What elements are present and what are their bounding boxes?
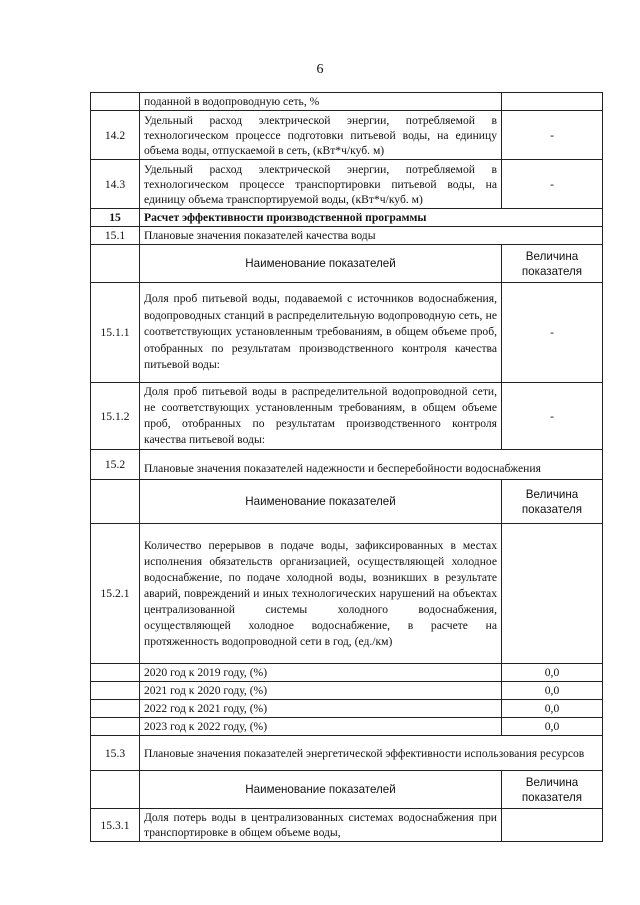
- table-row: [91, 383, 603, 450]
- table-row: [91, 809, 603, 842]
- year-row: [91, 700, 603, 718]
- column-header-row: [91, 245, 603, 283]
- row-value-cell: -: [502, 160, 603, 209]
- year-label-cell: 2022 год к 2021 году, (%): [140, 700, 502, 718]
- section-title-cell: Расчет эффективности производственной программы: [140, 209, 603, 227]
- subsection-title-cell: Плановые значения показателей энергетической эффективности использования ресурсов: [140, 736, 603, 771]
- row-number-cell: 15.1.2: [91, 383, 140, 450]
- row-number-cell: 15.2.1: [91, 524, 140, 664]
- row-text-cell: Удельный расход электрической энергии, потребляемой в технологическом процессе транспортировки питьевой воды, на единицу объема транспортируемой воды, (кВт*ч/куб. м): [140, 160, 502, 209]
- section-row: [91, 209, 603, 227]
- year-number-cell: [91, 682, 140, 700]
- subsection-row: [91, 450, 603, 480]
- year-row: [91, 718, 603, 736]
- year-number-cell: [91, 718, 140, 736]
- row-number-cell: 15.3.1: [91, 809, 140, 842]
- header-blank-cell: [91, 771, 140, 809]
- row-value-cell: -: [502, 111, 603, 160]
- year-row: [91, 682, 603, 700]
- section-number-cell: 15: [91, 209, 140, 227]
- row-text-cell: Удельный расход электрической энергии, потребляемой в технологическом процессе подготовки питьевой воды, на единицу объема воды, отпускаемой в сеть, (кВт*ч/куб. м): [140, 111, 502, 160]
- column-header-row: [91, 771, 603, 809]
- subsection-title-cell: Плановые значения показателей надежности и бесперебойности водоснабжения: [140, 450, 603, 480]
- row-value-cell: [502, 93, 603, 111]
- year-value-cell: 0,0: [502, 664, 603, 682]
- header-blank-cell: [91, 480, 140, 524]
- table-row: [91, 93, 603, 111]
- header-name-cell: Наименование показателей: [140, 771, 502, 809]
- subsection-row: [91, 227, 603, 245]
- row-number-cell: [91, 93, 140, 111]
- table-row: [91, 160, 603, 209]
- column-header-row: [91, 480, 603, 524]
- year-value-cell: 0,0: [502, 682, 603, 700]
- row-value-cell: -: [502, 383, 603, 450]
- header-name-cell: Наименование показателей: [140, 245, 502, 283]
- year-value-cell: 0,0: [502, 718, 603, 736]
- row-number-cell: 14.3: [91, 160, 140, 209]
- year-label-cell: 2023 год к 2022 году, (%): [140, 718, 502, 736]
- table-row: [91, 111, 603, 160]
- page-number: 6: [316, 62, 324, 77]
- header-value-cell: Величина показателя: [502, 245, 603, 283]
- header-name-cell: Наименование показателей: [140, 480, 502, 524]
- year-value-cell: 0,0: [502, 700, 603, 718]
- header-value-cell: Величина показателя: [502, 771, 603, 809]
- year-label-cell: 2020 год к 2019 году, (%): [140, 664, 502, 682]
- year-number-cell: [91, 700, 140, 718]
- indicators-table: [90, 92, 603, 842]
- subsection-number-cell: 15.2: [91, 450, 140, 480]
- year-number-cell: [91, 664, 140, 682]
- subsection-number-cell: 15.3: [91, 736, 140, 771]
- row-text-cell: Доля проб питьевой воды в распределительной водопроводной сети, не соответствующих установленным требованиям, в общем объеме проб, отобранных по результатам производственного контроля качества питьевой воды:: [140, 383, 502, 450]
- year-label-cell: 2021 год к 2020 году, (%): [140, 682, 502, 700]
- subsection-title-cell: Плановые значения показателей качества воды: [140, 227, 603, 245]
- row-text-cell: поданной в водопроводную сеть, %: [140, 93, 502, 111]
- row-text-cell: Доля проб питьевой воды, подаваемой с источников водоснабжения, водопроводных станций в распределительную водопроводную сеть, не соответствующих установленным требованиям, в общем объеме проб, отобранных по результатам производственного контроля качества питьевой воды:: [140, 283, 502, 383]
- header-blank-cell: [91, 245, 140, 283]
- row-text-cell: Количество перерывов в подаче воды, зафиксированных в местах исполнения обязательств организацией, осуществляющей холодное водоснабжение, по подаче холодной воды, возникших в результате аварий, повреждений и иных технологических нарушений на объектах централизованной системы холодного водоснабжения, осуществляющей холодное водоснабжение, в расчете на протяженность водопроводной сети в год, (ед./км): [140, 524, 502, 664]
- header-value-cell: Величина показателя: [502, 480, 603, 524]
- row-value-cell: [502, 524, 603, 664]
- row-value-cell: -: [502, 283, 603, 383]
- table-row: [91, 524, 603, 664]
- row-number-cell: 15.1.1: [91, 283, 140, 383]
- year-row: [91, 664, 603, 682]
- table-row: [91, 283, 603, 383]
- subsection-row: [91, 736, 603, 771]
- subsection-number-cell: 15.1: [91, 227, 140, 245]
- row-value-cell: [502, 809, 603, 842]
- row-number-cell: 14.2: [91, 111, 140, 160]
- row-text-cell: Доля потерь воды в централизованных системах водоснабжения при транспортировке в общем объеме воды,: [140, 809, 502, 842]
